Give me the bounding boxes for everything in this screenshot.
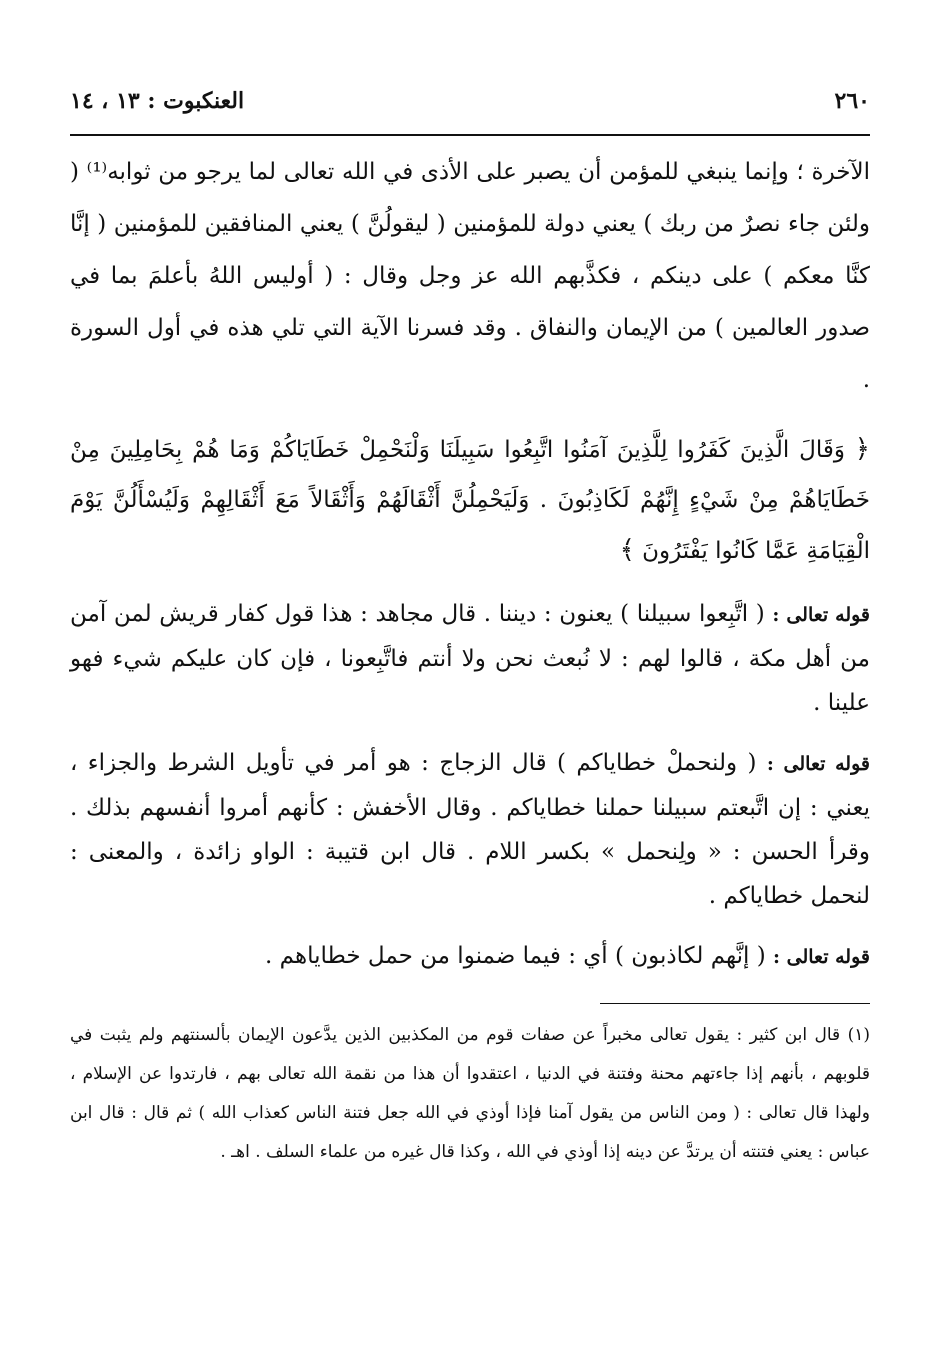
verse-open-bracket: ﴿: [854, 434, 870, 464]
commentary-text: ( اتَّبِعوا سبيلنا ) يعنون : ديننا . قال مجاهد : هذا قول كفار قريش لمن آمن من أهل مكة ، قالوا لهم : لا نُبعث نحن ولا أنتم فاتَّبِعونا ، فإن كان عليكم شيء فهو علينا .: [70, 601, 870, 716]
commentary-label: قوله تعالى :: [773, 946, 870, 968]
page-number: ٢٦٠: [834, 88, 870, 114]
commentary-label: قوله تعالى :: [766, 753, 870, 775]
commentary-paragraph: [70, 592, 870, 725]
intro-paragraph: الآخرة ؛ وإنما ينبغي للمؤمن أن يصبر على الأذى في الله تعالى لما يرجو من ثوابه⁽¹⁾ ( ولئن جاء نصرٌ من ربك ) يعني دولة للمؤمنين ( ليقولُنَّ ) يعني المنافقين للمؤمنين ( إنَّا كنَّا معكم ) على دينكم ، فكذَّبهم الله عز وجل وقال : ( أوليس اللهُ بأعلمَ بما في صدور العالمين ) من الإيمان والنفاق . وقد فسرنا الآية التي تلي هذه في أول السورة .: [70, 159, 871, 393]
verse-text: وَقَالَ الَّذِينَ كَفَرُوا لِلَّذِينَ آمَنُوا اتَّبِعُوا سَبِيلَنَا وَلْنَحْمِلْ خَطَايَاكُمْ وَمَا هُمْ بِحَامِلِينَ مِنْ خَطَايَاهُمْ مِنْ شَيْءٍ إِنَّهُمْ لَكَاذِبُونَ . وَلَيَحْمِلُنَّ أَثْقَالَهُمْ وَأَثْقَالاً مَعَ أَثْقَالِهِمْ وَلَيُسْأَلُنَّ يَوْمَ الْقِيَامَةِ عَمَّا كَانُوا يَفْتَرُونَ: [70, 437, 870, 564]
commentary-paragraph: [70, 741, 870, 918]
book-page: [70, 88, 870, 1172]
footnote-rule: [600, 1003, 870, 1004]
commentary-label: قوله تعالى :: [772, 604, 871, 626]
commentary-text: ( ولنحملْ خطاياكم ) قال الزجاج : هو أمر في تأويل الشرط والجزاء ، يعني : إن اتَّبعتم سبيلنا حملنا خطاياكم . وقال الأخفش : كأنهم أمروا أنفسهم بذلك . وقرأ الحسن : « ولِنحمل » بكسر اللام . قال ابن قتيبة : الواو زائدة ، والمعنى : لنحمل خطاياكم .: [70, 750, 870, 909]
verse-close-bracket: ﴾: [619, 535, 635, 565]
commentary-text: ( إنَّهم لكاذبون ) أي : فيما ضمنوا من حمل خطاياهم .: [265, 943, 766, 969]
quran-verse: [70, 424, 870, 576]
running-title: العنكبوت : ١٣ ، ١٤: [70, 88, 245, 114]
commentary-paragraph: [70, 934, 870, 979]
page-header: [70, 88, 870, 128]
footnote: (١) قال ابن كثير : يقول تعالى مخبراً عن صفات قوم من المكذبين الذين يدَّعون الإيمان بألسنتهم ولم يثبت في قلوبهم ، بأنهم إذا جاءتهم محنة وفتنة في الدنيا ، اعتقدوا أن هذا من نقمة الله تعالى بهم ، فارتدوا عن الإسلام ، ولهذا قال تعالى : ( ومن الناس من يقول آمنا فإذا أوذي في الله جعل فتنة الناس كعذاب الله ) ثم قال : قال ابن عباس : يعني فتنته أن يرتدَّ عن دينه إذا أوذي في الله ، وكذا قال غيره من علماء السلف . اهـ .: [70, 1025, 870, 1162]
header-rule: [70, 134, 870, 136]
